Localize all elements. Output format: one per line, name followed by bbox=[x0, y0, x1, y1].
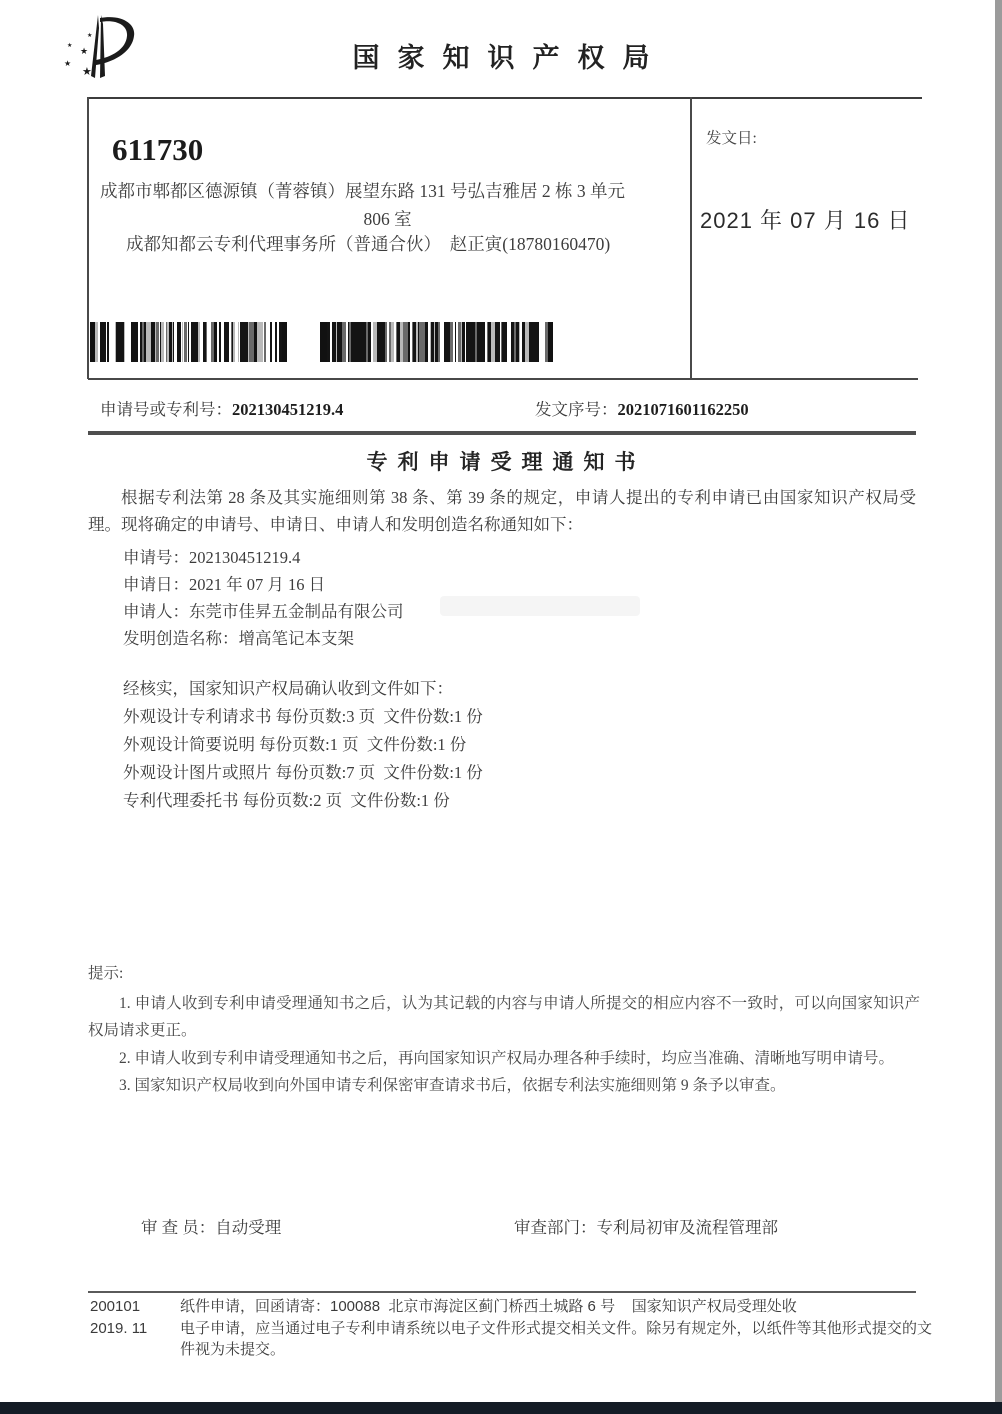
barcode-right-icon bbox=[320, 322, 553, 362]
svg-text:★: ★ bbox=[80, 46, 89, 56]
footer-instructions bbox=[180, 1296, 932, 1361]
examiner-value: 自动受理 bbox=[215, 1218, 282, 1237]
examiner-field bbox=[141, 1214, 281, 1238]
recipient-address-line2: 806 室 bbox=[363, 209, 412, 229]
application-number-field bbox=[100, 396, 343, 420]
svg-text:★: ★ bbox=[67, 43, 73, 49]
serial-number-value: 2021071601162250 bbox=[617, 400, 749, 419]
address-box-left-line bbox=[87, 97, 89, 379]
dispatch-date-label: 发文日: bbox=[706, 130, 757, 147]
address-box-bottom-line bbox=[88, 378, 918, 380]
mailing-code: 611730 bbox=[112, 132, 204, 167]
dispatch-date-value: 2021 年 07 月 16 日 bbox=[700, 208, 911, 233]
department-value: 专利局初审及流程管理部 bbox=[596, 1218, 778, 1237]
footer-code-1: 200101 bbox=[90, 1298, 141, 1315]
field-applicant: 申请人：东莞市佳昇五金制品有限公司 bbox=[123, 602, 404, 621]
department-label: 审查部门： bbox=[514, 1218, 597, 1237]
dispatch-box-left-line bbox=[690, 97, 692, 379]
scan-smudge-artifact bbox=[440, 596, 640, 616]
department-field bbox=[514, 1214, 778, 1238]
hint-item: 2. 申请人收到专利申请受理通知书之后，再向国家知识产权局办理各种手续时，均应当准确、清晰地写明申请号。 bbox=[119, 1049, 895, 1067]
received-item: 外观设计专利请求书 每份页数:3 页 文件份数:1 份 bbox=[123, 707, 483, 726]
scan-edge-bottom bbox=[0, 1402, 1002, 1414]
footer-efiling-line: 电子申请，应当通过电子专利申请系统以电子文件形式提交相关文件。除另有规定外，以纸件等其他形式提交的文件视为未提交。 bbox=[180, 1319, 932, 1358]
recipient-address-line1: 成都市郫都区德源镇（菁蓉镇）展望东路 131 号弘吉雅居 2 栋 3 单元 bbox=[100, 181, 625, 201]
footer-form-codes bbox=[90, 1296, 147, 1339]
field-application-date: 申请日：2021 年 07 月 16 日 bbox=[123, 575, 326, 594]
hints-section bbox=[88, 960, 920, 1100]
serial-number-label: 发文序号： bbox=[535, 400, 618, 419]
notice-intro: 根据专利法第 28 条及其实施细则第 38 条、第 39 条的规定，申请人提出的专利申请已由国家知识产权局受理。现将确定的申请号、申请日、申请人和发明创造名称通知如下： bbox=[88, 488, 916, 534]
hint-item: 3. 国家知识产权局收到向外国申请专利保密审查请求书后，依据专利法实施细则第 9 条予以审查。 bbox=[119, 1077, 786, 1094]
svg-text:★: ★ bbox=[87, 33, 93, 39]
hints-label: 提示: bbox=[88, 965, 124, 982]
hint-item: 1. 申请人收到专利申请受理通知书之后，认为其记载的内容与申请人所提交的相应内容不一致时，可以向国家知识产权局请求更正。 bbox=[88, 994, 920, 1039]
footer-paper-filing-line: 纸件申请，回函请寄：100088 北京市海淀区蓟门桥西土城路 6 号 国家知识产权局受理处收 bbox=[180, 1298, 797, 1315]
reference-row-divider-line bbox=[88, 431, 916, 435]
barcode-left-icon bbox=[90, 322, 287, 362]
agency-title: 国家知识产权局 bbox=[352, 43, 668, 73]
field-invention-title: 发明创造名称：增高笔记本支架 bbox=[123, 629, 354, 648]
examiner-label: 审 查 员： bbox=[141, 1218, 216, 1237]
notice-title: 专利申请受理通知书 bbox=[366, 450, 646, 474]
footer-code-2: 2019. 11 bbox=[90, 1319, 148, 1337]
serial-number-field bbox=[535, 396, 749, 420]
application-number-label: 申请号或专利号： bbox=[100, 400, 232, 419]
scan-edge-right bbox=[995, 0, 1002, 1414]
received-item: 外观设计简要说明 每份页数:1 页 文件份数:1 份 bbox=[123, 735, 467, 754]
application-number-value: 202130451219.4 bbox=[232, 400, 344, 419]
header-divider-line bbox=[88, 97, 922, 99]
field-application-number: 申请号：202130451219.4 bbox=[123, 548, 301, 567]
agent-line: 成都知都云专利代理事务所（普通合伙） 赵正寅(18780160470) bbox=[126, 234, 611, 254]
received-item: 外观设计图片或照片 每份页数:7 页 文件份数:1 份 bbox=[123, 763, 483, 782]
svg-text:★: ★ bbox=[64, 59, 72, 68]
received-item: 专利代理委托书 每份页数:2 页 文件份数:1 份 bbox=[123, 791, 450, 810]
svg-text:★: ★ bbox=[82, 66, 92, 78]
footer-divider-line bbox=[88, 1291, 916, 1293]
received-intro: 经核实，国家知识产权局确认收到文件如下： bbox=[123, 679, 453, 698]
